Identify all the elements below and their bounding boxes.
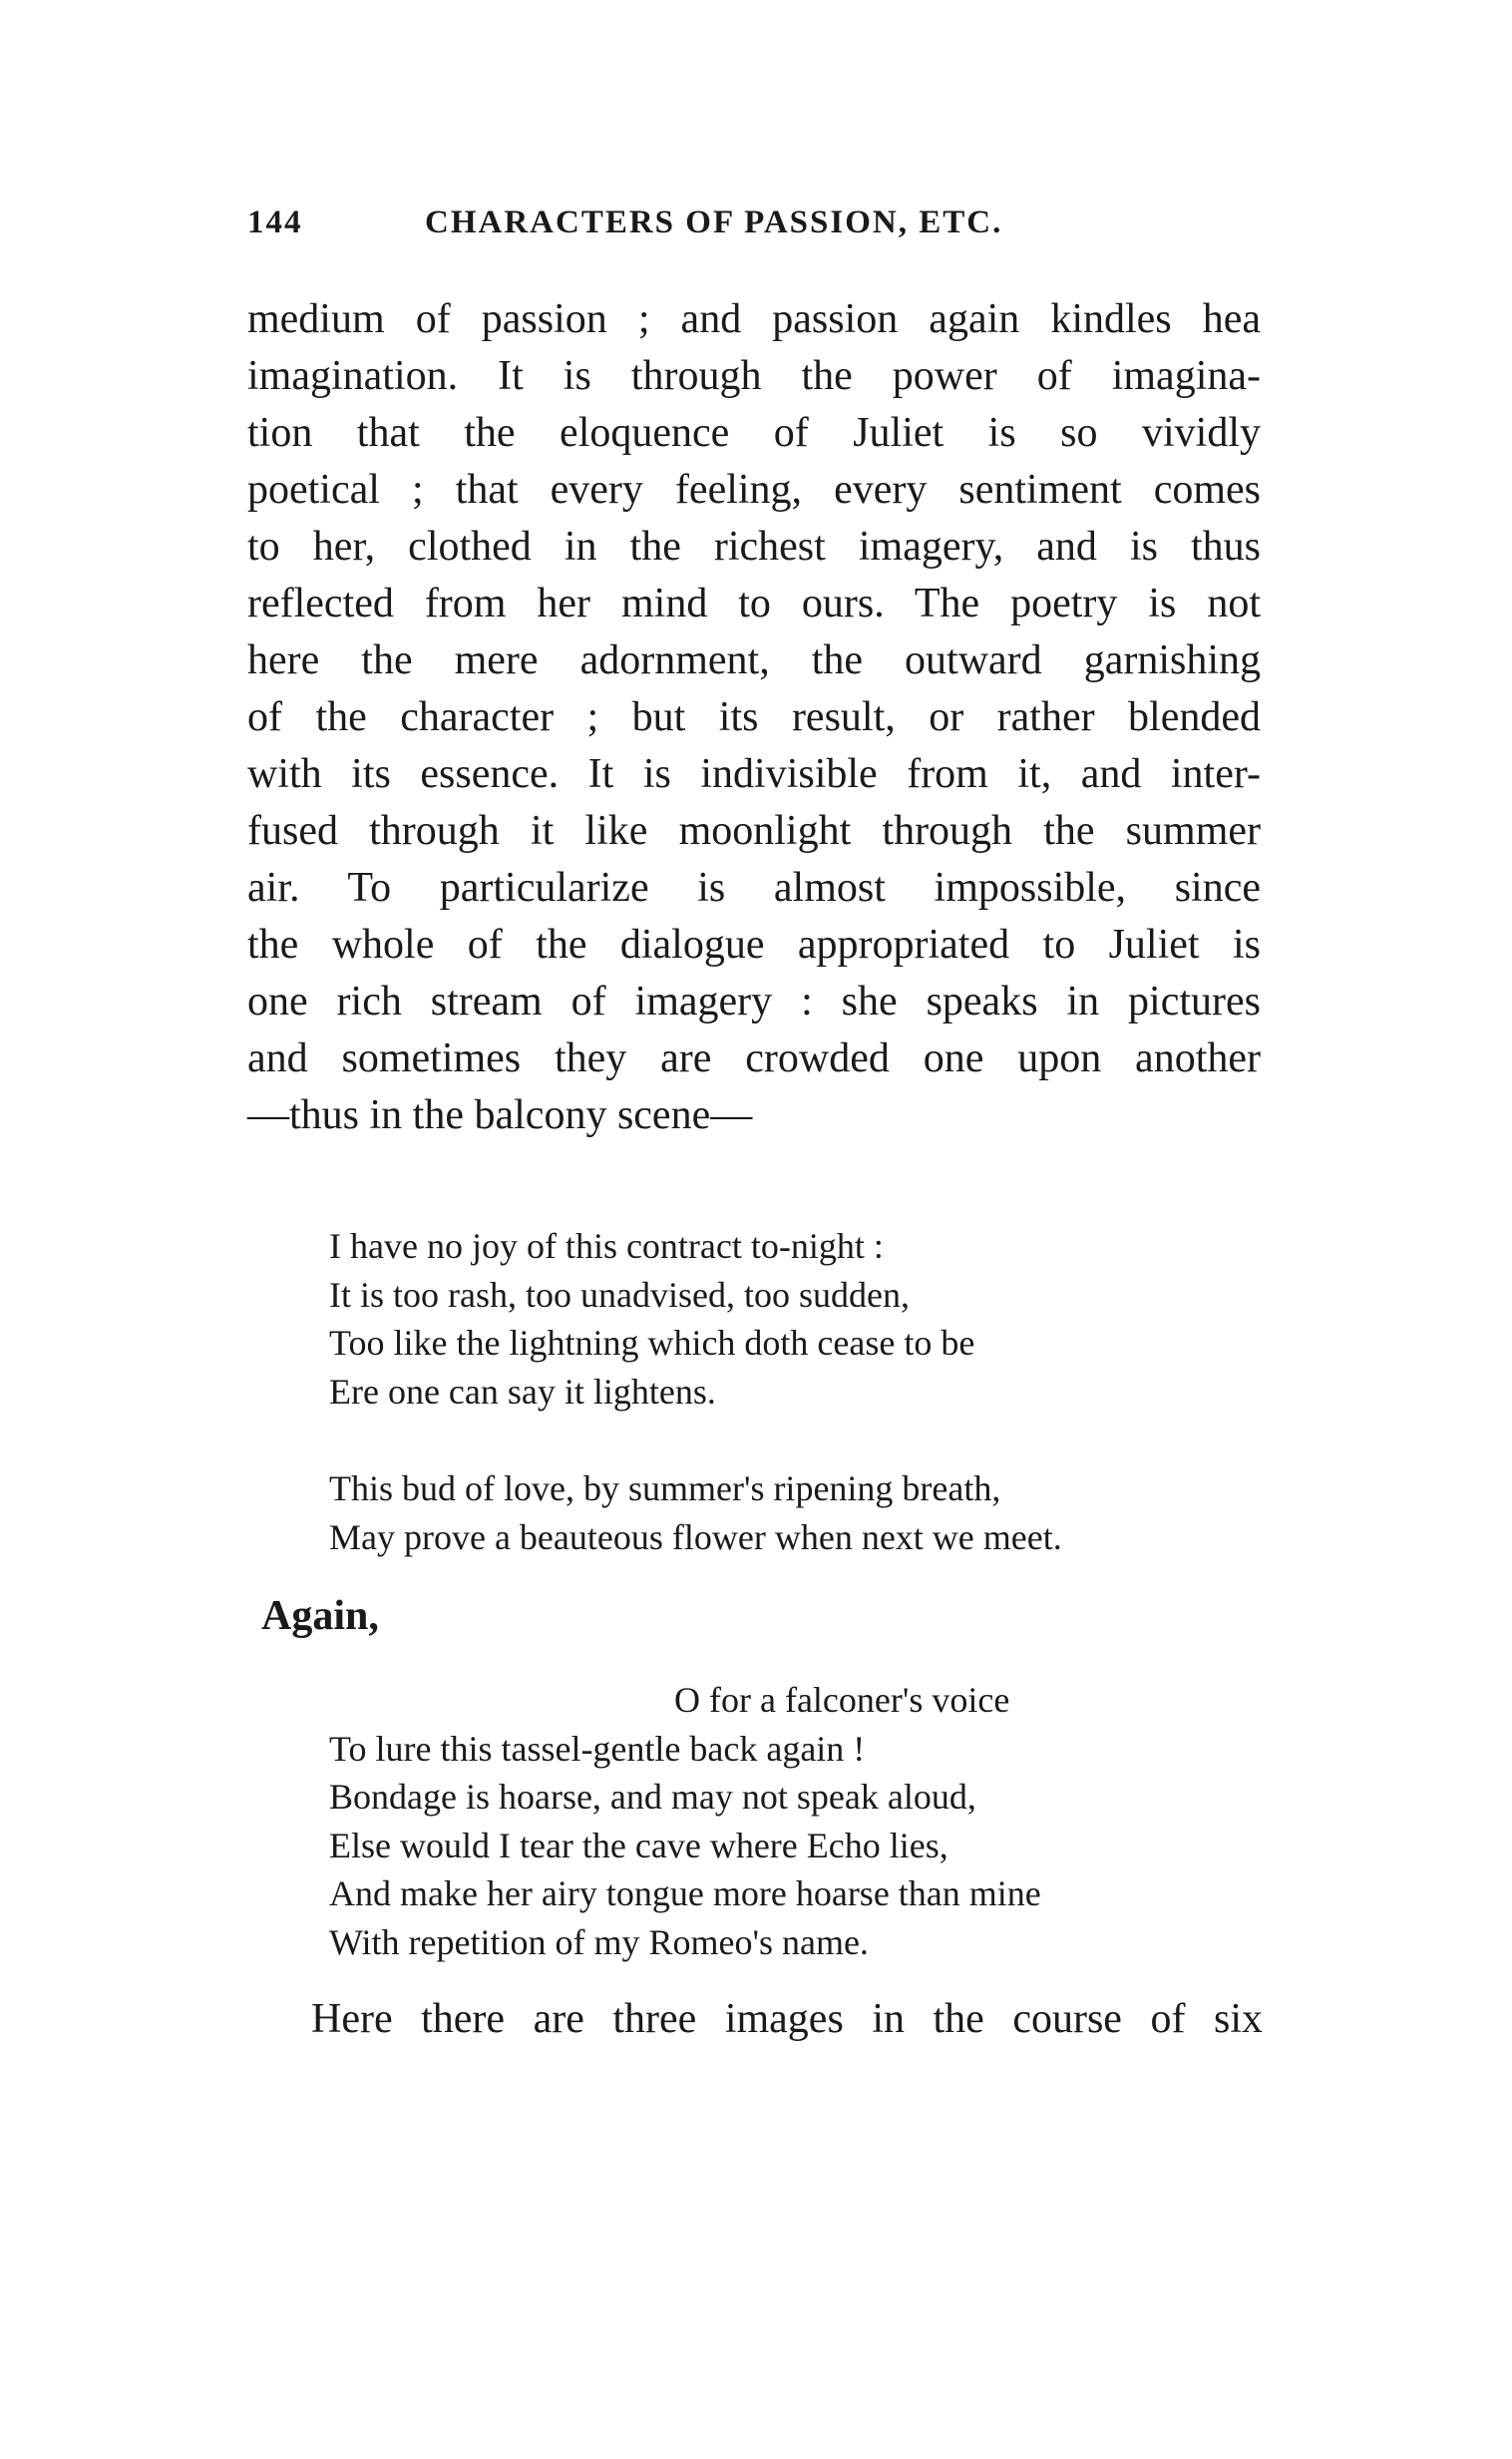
running-title: CHARACTERS OF PASSION, ETC. — [425, 205, 1003, 240]
verse-stanza-3 — [329, 1676, 1041, 1966]
paragraph-line: —thus in the balcony scene— — [247, 1092, 753, 1138]
paragraph-line: and sometimes they are crowded one upon another — [247, 1035, 1261, 1081]
verse-stanza-2 — [329, 1464, 1062, 1561]
verse-line: O for a falconer's voice — [674, 1680, 1010, 1720]
verse-line: May prove a beauteous flower when next we meet. — [329, 1516, 1062, 1557]
verse-line: With repetition of my Romeo's name. — [329, 1921, 869, 1962]
paragraph-line: the whole of the dialogue appropriated to Juliet is — [247, 922, 1261, 968]
paragraph-line: air. To particularize is almost impossible, since — [247, 865, 1261, 911]
verse-line: And make her airy tongue more hoarse than mine — [329, 1873, 1041, 1913]
paragraph-line: medium of passion ; and passion again kindles hea — [247, 296, 1261, 342]
paragraph-line: here the mere adornment, the outward garnishing — [247, 637, 1261, 683]
closing-paragraph-line: Here there are three images in the course of six — [311, 1996, 1263, 2042]
paragraph-line: to her, clothed in the richest imagery, and is thus — [247, 524, 1261, 570]
verse-line: Too like the lightning which doth cease to be — [329, 1323, 975, 1363]
paragraph-line: fused through it like moonlight through the summer — [247, 808, 1261, 854]
verse-line: Ere one can say it lightens. — [329, 1371, 716, 1412]
paragraph-line: poetical ; that every feeling, every sentiment comes — [247, 467, 1261, 513]
again-label: Again, — [261, 1593, 379, 1639]
page-number: 144 — [247, 205, 303, 240]
verse-line: Else would I tear the cave where Echo lies, — [329, 1825, 948, 1865]
paragraph-line: one rich stream of imagery : she speaks in pictures — [247, 979, 1261, 1025]
paragraph-line: with its essence. It is indivisible from it, and inter- — [247, 751, 1261, 797]
verse-line: It is too rash, too unadvised, too sudden, — [329, 1274, 910, 1315]
verse-line: I have no joy of this contract to-night : — [329, 1226, 884, 1266]
verse-line: Bondage is hoarse, and may not speak aloud, — [329, 1777, 976, 1817]
paragraph-line: imagination. It is through the power of imagina- — [247, 353, 1261, 399]
body-paragraph — [247, 291, 1261, 1144]
running-head — [247, 205, 1285, 256]
paragraph-line: reflected from her mind to ours. The poetry is not — [247, 581, 1261, 626]
paragraph-line: tion that the eloquence of Juliet is so vividly — [247, 410, 1261, 456]
verse-stanza-1 — [329, 1222, 974, 1416]
paragraph-line: of the character ; but its result, or rather blended — [247, 694, 1261, 740]
verse-line: This bud of love, by summer's ripening breath, — [329, 1468, 1001, 1508]
verse-line: To lure this tassel-gentle back again ! — [329, 1728, 866, 1769]
